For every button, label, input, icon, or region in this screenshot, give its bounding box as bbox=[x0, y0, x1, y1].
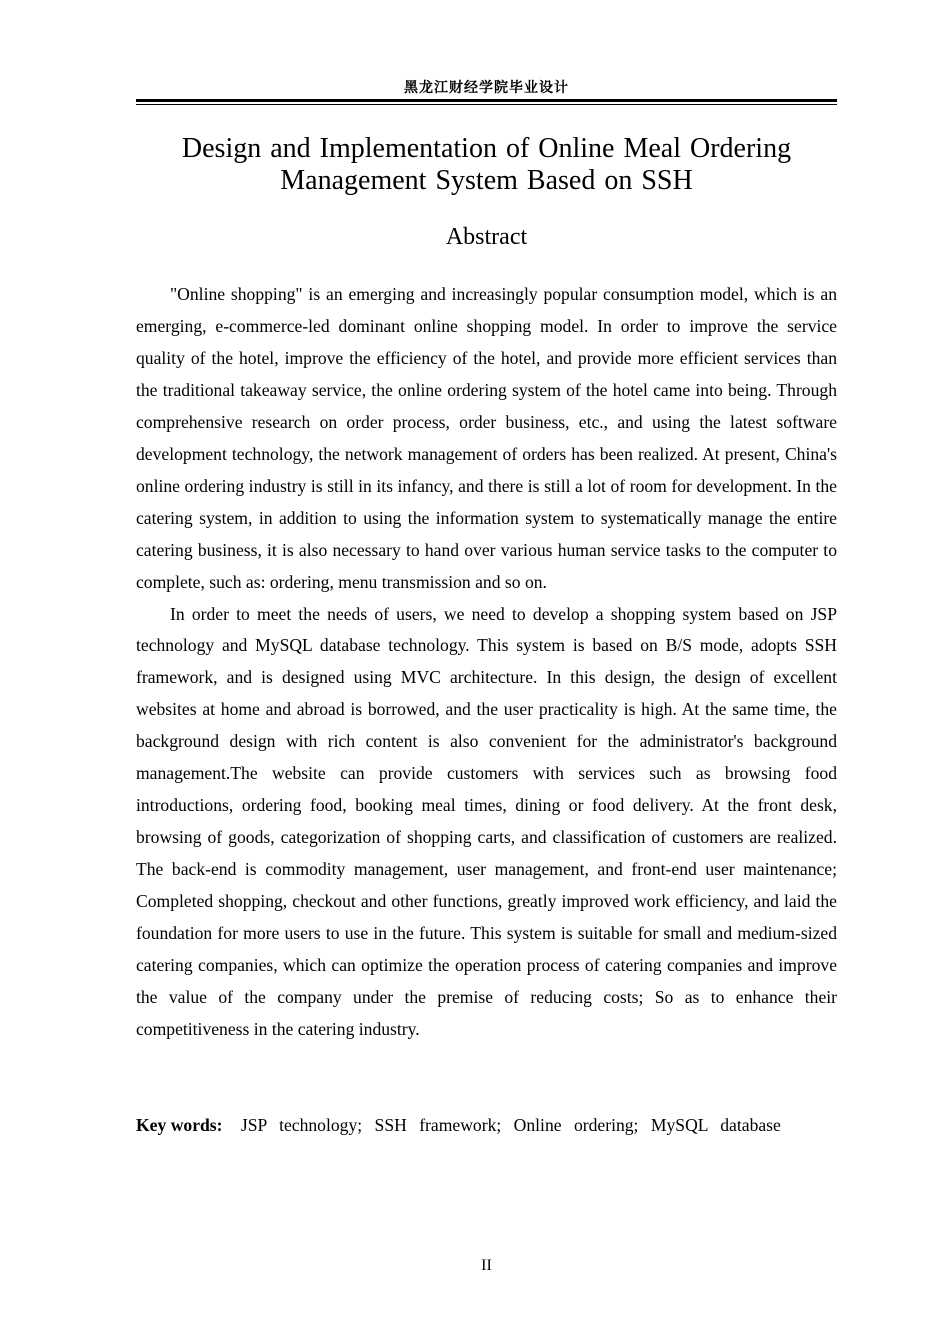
header-rule-thick bbox=[136, 99, 837, 102]
header-rule-thin bbox=[136, 104, 837, 105]
page-number: II bbox=[481, 1257, 492, 1274]
abstract-heading: Abstract bbox=[445, 224, 528, 250]
keywords-text: JSP technology; SSH framework; Online ordering; MySQL database bbox=[240, 1115, 781, 1135]
abstract-paragraph-2: In order to meet the needs of users, we need to develop a shopping system based on JSP technology and MySQL database technology. This system is based on B/S mode, adopts SSH framework, and is designed using MVC architecture. In this design, the design of excellent websites at home and abroad is borrowed, and the user practicality is high. At the same time, the background design with rich content is also convenient for the administrator's background management.The website can provide customers with services such as browsing food introductions, ordering food, booking meal times, dining or food delivery. At the front desk, browsing of goods, categorization of shopping carts, and classification of customers are realized. The back-end is commodity management, user management, and front-end user maintenance; Completed shopping, checkout and other functions, greatly improved work efficiency, and laid the foundation for more users to use in the future. This system is suitable for small and medium-sized catering companies, which can optimize the operation process of catering companies and improve the value of the company under the premise of reducing costs; So as to enhance their competitiveness in the catering industry. bbox=[136, 603, 837, 1039]
page-header-institution: 黑龙江财经学院毕业设计 bbox=[404, 80, 569, 96]
abstract-body bbox=[136, 279, 837, 1046]
keywords-line bbox=[136, 1110, 837, 1140]
keywords-label: Key words: bbox=[136, 1115, 223, 1135]
abstract-paragraph-1: "Online shopping" is an emerging and increasingly popular consumption model, which is an emerging, e-commerce-led dominant online shopping model. In order to improve the service quality of the hotel, improve the efficiency of the hotel, and provide more efficient services than the traditional takeaway service, the online ordering system of the hotel came into being. Through comprehensive research on order process, order business, etc., and using the latest software development technology, the network management of orders has been realized. At present, China's online ordering industry is still in its infancy, and there is still a lot of room for development. In the catering system, in addition to using the information system to systematically manage the entire catering business, it is also necessary to hand over various human service tasks to the computer to complete, such as: ordering, menu transmission and so on. bbox=[136, 284, 837, 592]
document-title: Design and Implementation of Online Meal Ordering Management System Based on SSH bbox=[181, 133, 792, 196]
